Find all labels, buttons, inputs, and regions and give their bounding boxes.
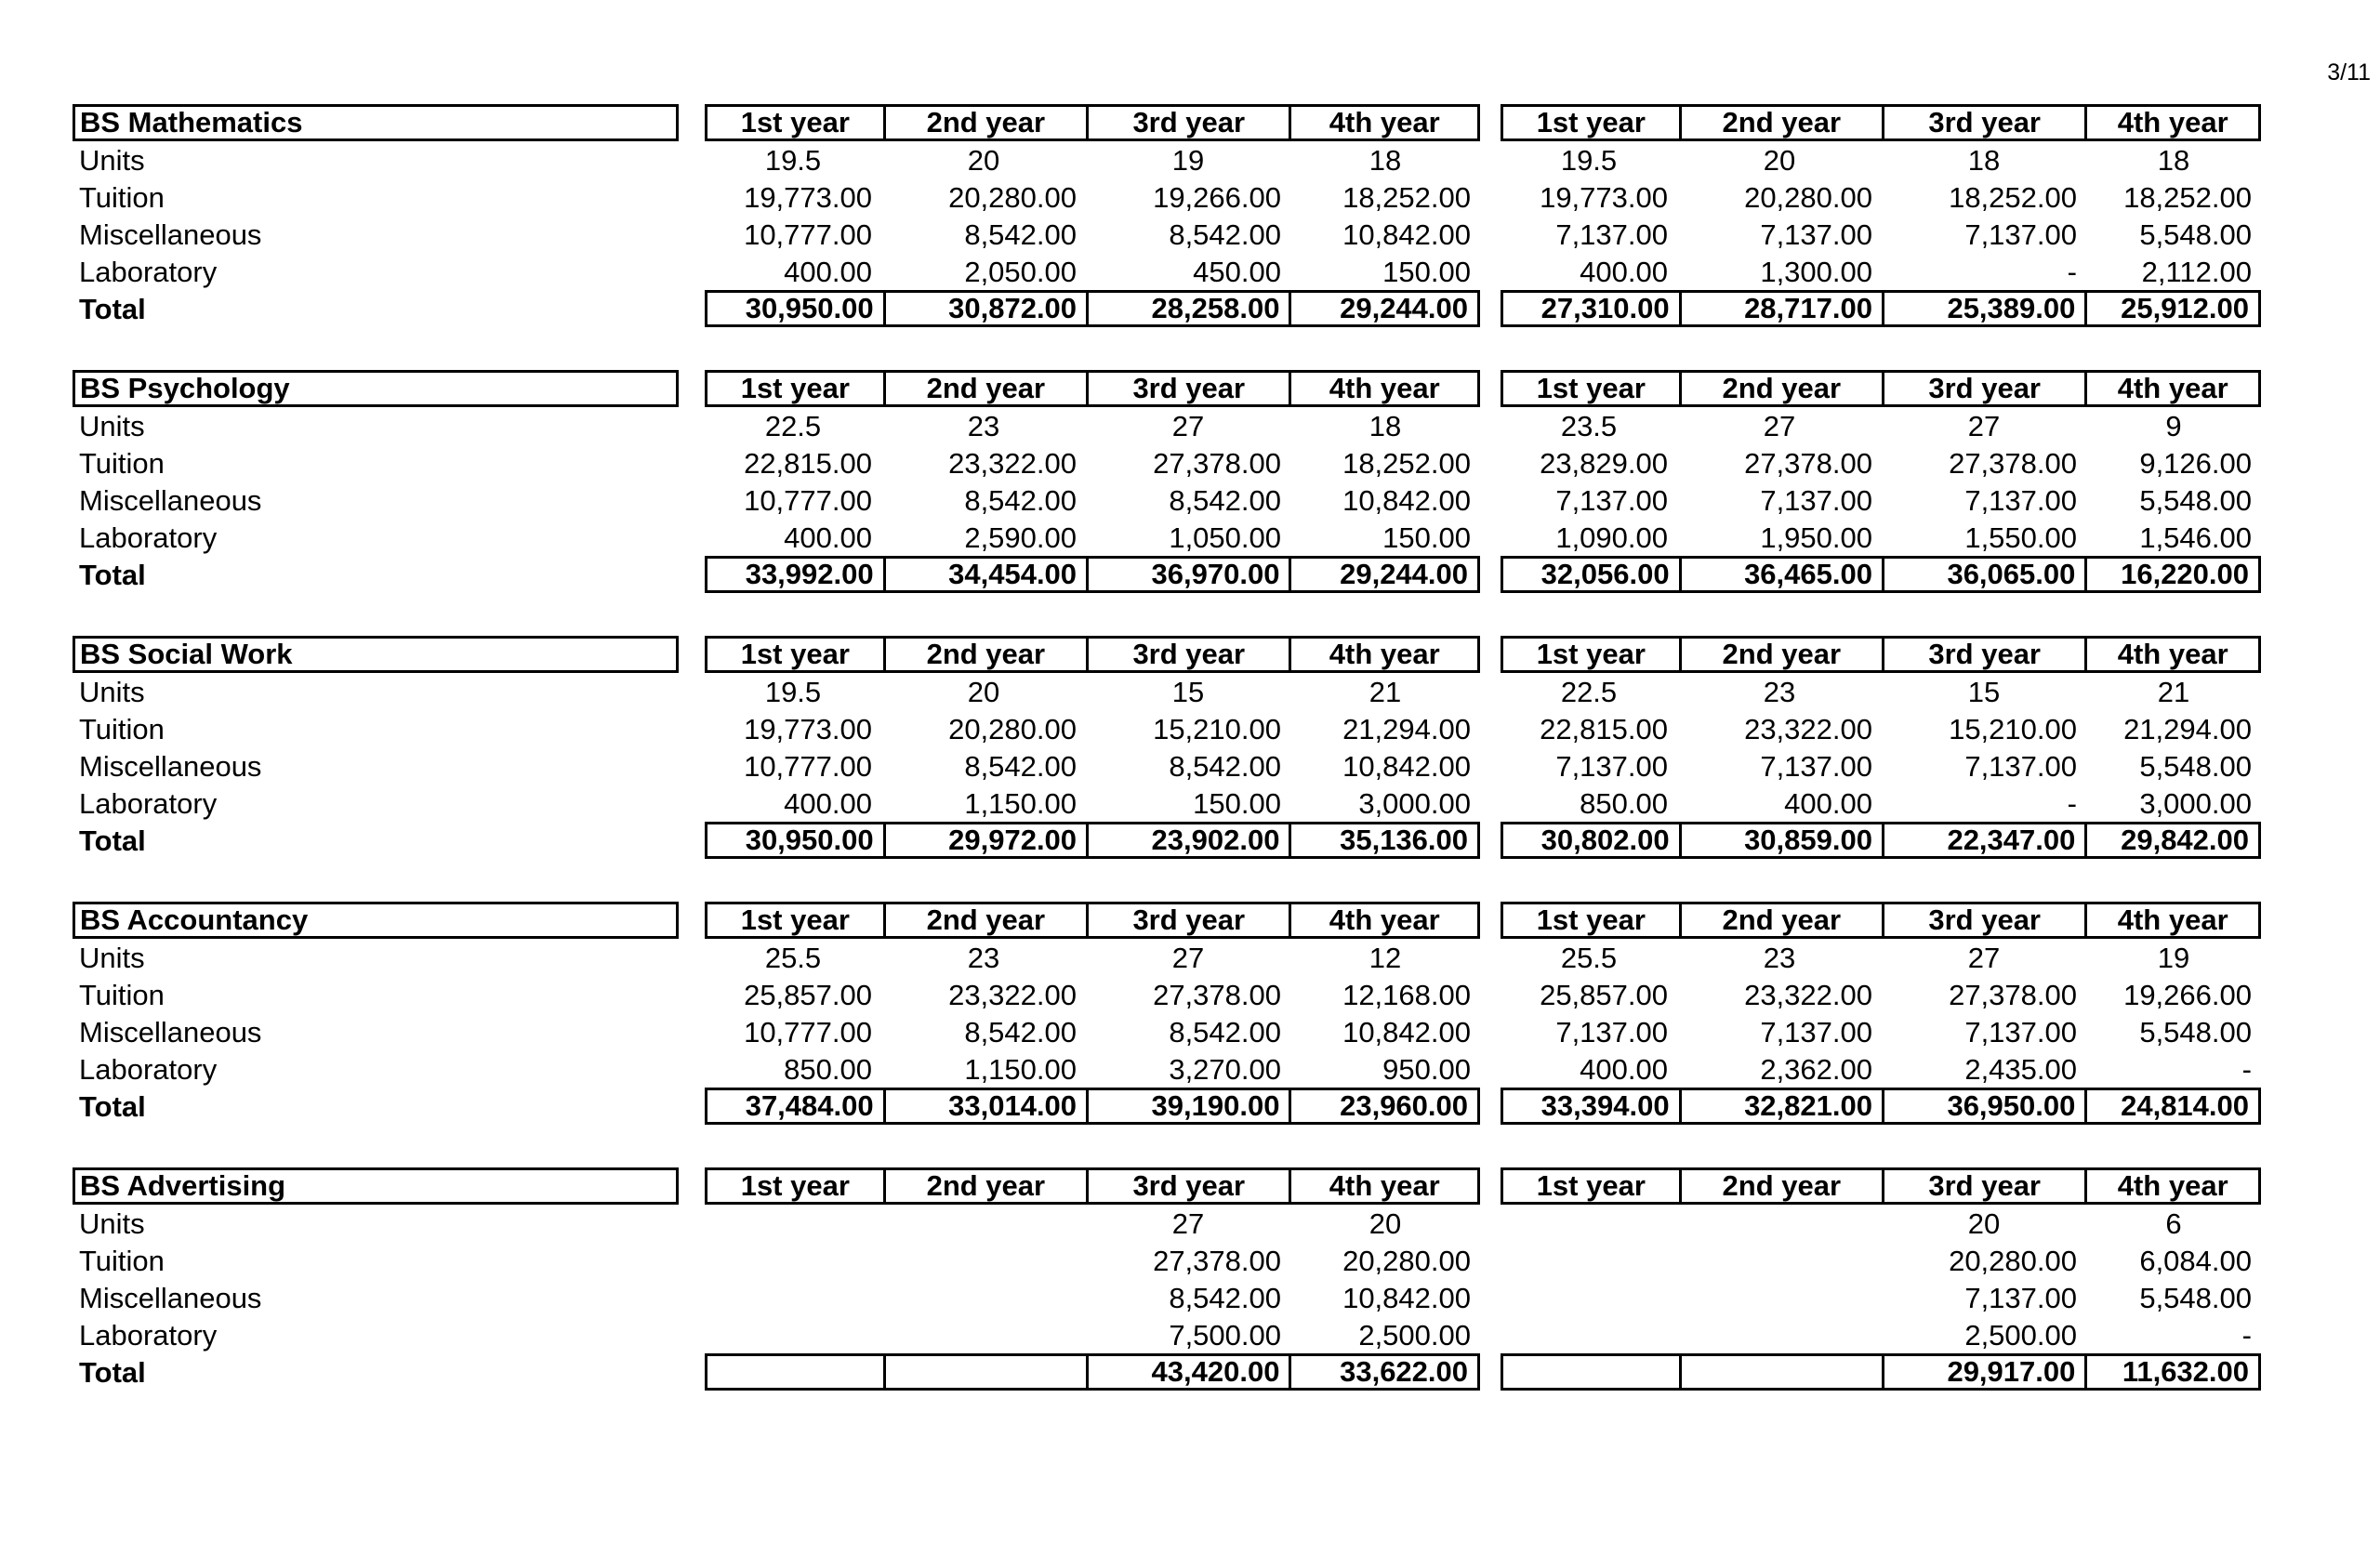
lab-value: 950.00 — [1382, 1053, 1471, 1086]
lab-value: - — [2067, 256, 2077, 288]
tuition-value: 15,210.00 — [1949, 713, 2077, 745]
year-header-group — [1501, 104, 2261, 141]
units-value: 25.5 — [1560, 942, 1618, 974]
units-value: 23 — [1763, 942, 1796, 974]
units-value: 9 — [2165, 410, 2182, 442]
lab-value: 400.00 — [784, 787, 872, 820]
year-header: 1st year — [1536, 373, 1646, 404]
tuition-value: 18,252.00 — [1949, 181, 2077, 214]
year-header-group — [1501, 902, 2261, 939]
row-label-lab: Laboratory — [79, 521, 218, 554]
total-row-group — [705, 1088, 1480, 1125]
misc-value: 7,137.00 — [1555, 1016, 1668, 1048]
year-header: 3rd year — [1882, 1170, 2084, 1202]
lab-value: 2,590.00 — [964, 521, 1077, 554]
misc-value: 10,842.00 — [1342, 484, 1471, 517]
year-header: 4th year — [2084, 107, 2258, 138]
course-section — [0, 104, 2380, 376]
row-label-total: Total — [79, 1356, 146, 1389]
units-value: 27 — [1967, 942, 2001, 974]
row-label-tuition: Tuition — [79, 181, 165, 214]
total-row-group — [705, 1353, 1480, 1391]
units-value: 20 — [1967, 1207, 2001, 1240]
tuition-value: 15,210.00 — [1153, 713, 1281, 745]
units-value: 23 — [967, 942, 1000, 974]
lab-value: - — [2241, 1053, 2252, 1086]
total-value: 33,014.00 — [883, 1090, 1086, 1122]
tuition-value: 27,378.00 — [1153, 447, 1281, 480]
course-title: BS Accountancy — [73, 902, 679, 939]
year-header: 2nd year — [883, 1170, 1086, 1202]
total-row-group — [705, 822, 1480, 859]
tuition-value: 19,266.00 — [1153, 181, 1281, 214]
total-value: 32,056.00 — [1540, 559, 1670, 590]
misc-value: 8,542.00 — [1169, 218, 1281, 251]
total-value: 24,814.00 — [2084, 1090, 2258, 1122]
total-value: 11,632.00 — [2084, 1356, 2258, 1388]
year-header: 4th year — [2084, 904, 2258, 936]
year-header: 4th year — [1289, 373, 1477, 404]
lab-value: 850.00 — [1580, 787, 1668, 820]
misc-value: 10,777.00 — [744, 484, 872, 517]
tuition-value: 20,280.00 — [1949, 1245, 2077, 1277]
units-value: 27 — [1171, 410, 1205, 442]
year-header: 2nd year — [1679, 639, 1882, 670]
tuition-value: 27,378.00 — [1949, 979, 2077, 1011]
units-value: 15 — [1967, 676, 2001, 708]
tuition-value: 23,322.00 — [948, 447, 1077, 480]
row-label-total: Total — [79, 559, 146, 591]
year-header: 2nd year — [1679, 373, 1882, 404]
misc-value: 10,842.00 — [1342, 750, 1471, 783]
row-label-misc: Miscellaneous — [79, 484, 262, 517]
lab-value: 400.00 — [1580, 256, 1668, 288]
misc-value: 5,548.00 — [2139, 218, 2252, 251]
total-value: 30,950.00 — [745, 293, 874, 324]
lab-value: 1,550.00 — [1964, 521, 2077, 554]
units-value: 19.5 — [764, 676, 822, 708]
units-value: 22.5 — [764, 410, 822, 442]
year-header: 3rd year — [1882, 904, 2084, 936]
year-header: 4th year — [2084, 1170, 2258, 1202]
row-label-misc: Miscellaneous — [79, 1282, 262, 1314]
lab-value: 1,546.00 — [2139, 521, 2252, 554]
units-value: 21 — [2157, 676, 2190, 708]
tuition-value: 19,773.00 — [744, 713, 872, 745]
misc-value: 7,137.00 — [1760, 218, 1872, 251]
units-value: 20 — [1763, 144, 1796, 177]
tuition-value: 21,294.00 — [1342, 713, 1471, 745]
lab-value: 3,270.00 — [1169, 1053, 1281, 1086]
row-label-units: Units — [79, 1207, 145, 1240]
misc-value: 7,137.00 — [1760, 484, 1872, 517]
total-value: 37,484.00 — [745, 1090, 874, 1122]
total-value: 23,960.00 — [1289, 1090, 1477, 1122]
lab-value: 400.00 — [784, 256, 872, 288]
lab-value: - — [2241, 1319, 2252, 1352]
total-value: 43,420.00 — [1086, 1356, 1289, 1388]
units-value: 18 — [1967, 144, 2001, 177]
total-value: 28,717.00 — [1679, 293, 1882, 324]
units-value: 27 — [1171, 942, 1205, 974]
row-label-tuition: Tuition — [79, 1245, 165, 1277]
total-row-group — [1501, 822, 2261, 859]
units-value: 19.5 — [764, 144, 822, 177]
units-value: 23 — [1763, 676, 1796, 708]
total-row-group — [705, 556, 1480, 593]
course-title: BS Mathematics — [73, 104, 679, 141]
misc-value: 8,542.00 — [1169, 1282, 1281, 1314]
total-value — [1679, 1356, 1882, 1388]
misc-value: 7,137.00 — [1555, 750, 1668, 783]
row-label-total: Total — [79, 293, 146, 325]
lab-value: 2,112.00 — [2141, 256, 2252, 288]
units-value: 23.5 — [1560, 410, 1618, 442]
tuition-value: 20,280.00 — [948, 713, 1077, 745]
tuition-value: 23,322.00 — [948, 979, 1077, 1011]
total-value: 29,244.00 — [1289, 293, 1477, 324]
total-value: 30,802.00 — [1540, 824, 1670, 856]
units-value: 20 — [1368, 1207, 1402, 1240]
misc-value: 5,548.00 — [2139, 484, 2252, 517]
tuition-value: 18,252.00 — [1342, 447, 1471, 480]
units-value: 23 — [967, 410, 1000, 442]
lab-value: 400.00 — [1580, 1053, 1668, 1086]
year-header: 4th year — [2084, 639, 2258, 670]
misc-value: 7,137.00 — [1964, 484, 2077, 517]
lab-value: 2,500.00 — [1358, 1319, 1471, 1352]
year-header: 3rd year — [1086, 904, 1289, 936]
total-value — [707, 1356, 883, 1388]
units-value: 27 — [1763, 410, 1796, 442]
units-value: 25.5 — [764, 942, 822, 974]
year-header: 2nd year — [1679, 904, 1882, 936]
lab-value: 1,300.00 — [1760, 256, 1872, 288]
year-header-group — [1501, 636, 2261, 673]
year-header: 1st year — [740, 107, 850, 138]
misc-value: 8,542.00 — [964, 750, 1077, 783]
misc-value: 7,137.00 — [1760, 750, 1872, 783]
row-label-lab: Laboratory — [79, 787, 218, 820]
year-header: 2nd year — [883, 373, 1086, 404]
row-label-misc: Miscellaneous — [79, 750, 262, 783]
page-number: 3/11 — [2327, 59, 2371, 86]
lab-value: 150.00 — [1382, 256, 1471, 288]
row-label-tuition: Tuition — [79, 979, 165, 1011]
misc-value: 8,542.00 — [964, 484, 1077, 517]
total-value: 36,970.00 — [1086, 559, 1289, 590]
units-value: 12 — [1368, 942, 1402, 974]
year-header: 3rd year — [1086, 373, 1289, 404]
tuition-value: 22,815.00 — [744, 447, 872, 480]
year-header: 2nd year — [883, 639, 1086, 670]
year-header: 2nd year — [883, 904, 1086, 936]
total-value: 36,065.00 — [1882, 559, 2084, 590]
row-label-misc: Miscellaneous — [79, 218, 262, 251]
year-header: 1st year — [740, 373, 850, 404]
year-header: 1st year — [1536, 107, 1646, 138]
lab-value: 3,000.00 — [2139, 787, 2252, 820]
misc-value: 8,542.00 — [1169, 1016, 1281, 1048]
course-section — [0, 902, 2380, 1173]
lab-value: 1,950.00 — [1760, 521, 1872, 554]
row-label-tuition: Tuition — [79, 447, 165, 480]
tuition-value: 12,168.00 — [1342, 979, 1471, 1011]
total-value: 25,389.00 — [1882, 293, 2084, 324]
year-header-group — [705, 370, 1480, 407]
lab-value: 1,090.00 — [1555, 521, 1668, 554]
tuition-value: 18,252.00 — [2123, 181, 2252, 214]
tuition-value: 20,280.00 — [1744, 181, 1872, 214]
year-header: 4th year — [1289, 1170, 1477, 1202]
year-header: 4th year — [1289, 107, 1477, 138]
year-header-group — [1501, 1167, 2261, 1205]
tuition-value: 6,084.00 — [2139, 1245, 2252, 1277]
units-value: 15 — [1171, 676, 1205, 708]
total-value: 30,950.00 — [745, 824, 874, 856]
row-label-units: Units — [79, 410, 145, 442]
units-value: 27 — [1171, 1207, 1205, 1240]
year-header: 2nd year — [1679, 1170, 1882, 1202]
tuition-value: 27,378.00 — [1744, 447, 1872, 480]
lab-value: 850.00 — [784, 1053, 872, 1086]
tuition-value: 19,266.00 — [2123, 979, 2252, 1011]
total-value: 29,972.00 — [883, 824, 1086, 856]
total-value: 25,912.00 — [2084, 293, 2258, 324]
year-header: 2nd year — [883, 107, 1086, 138]
course-section — [0, 1167, 2380, 1439]
lab-value: 450.00 — [1193, 256, 1281, 288]
lab-value: - — [2067, 787, 2077, 820]
course-title: BS Social Work — [73, 636, 679, 673]
tuition-value: 27,378.00 — [1153, 1245, 1281, 1277]
total-value: 16,220.00 — [2084, 559, 2258, 590]
total-value: 33,394.00 — [1540, 1090, 1670, 1122]
tuition-value: 21,294.00 — [2123, 713, 2252, 745]
units-value: 21 — [1368, 676, 1402, 708]
units-value: 19.5 — [1560, 144, 1618, 177]
total-value — [883, 1356, 1086, 1388]
misc-value: 7,137.00 — [1760, 1016, 1872, 1048]
total-value: 23,902.00 — [1086, 824, 1289, 856]
year-header: 1st year — [740, 904, 850, 936]
total-value: 27,310.00 — [1540, 293, 1670, 324]
total-value: 29,244.00 — [1289, 559, 1477, 590]
total-row-group — [1501, 556, 2261, 593]
year-header: 4th year — [1289, 639, 1477, 670]
tuition-value: 18,252.00 — [1342, 181, 1471, 214]
tuition-value: 20,280.00 — [1342, 1245, 1471, 1277]
year-header-group — [705, 902, 1480, 939]
year-header: 1st year — [740, 639, 850, 670]
misc-value: 5,548.00 — [2139, 1282, 2252, 1314]
misc-value: 8,542.00 — [964, 1016, 1077, 1048]
year-header: 4th year — [2084, 373, 2258, 404]
total-value — [1503, 1356, 1679, 1388]
year-header: 1st year — [1536, 904, 1646, 936]
total-value: 28,258.00 — [1086, 293, 1289, 324]
tuition-value: 25,857.00 — [744, 979, 872, 1011]
tuition-value: 22,815.00 — [1540, 713, 1668, 745]
lab-value: 3,000.00 — [1358, 787, 1471, 820]
tuition-value: 19,773.00 — [744, 181, 872, 214]
year-header: 3rd year — [1086, 639, 1289, 670]
course-section — [0, 370, 2380, 641]
year-header: 3rd year — [1086, 1170, 1289, 1202]
lab-value: 1,150.00 — [964, 787, 1077, 820]
total-value: 33,622.00 — [1289, 1356, 1477, 1388]
total-value: 33,992.00 — [745, 559, 874, 590]
misc-value: 8,542.00 — [964, 218, 1077, 251]
lab-value: 7,500.00 — [1169, 1319, 1281, 1352]
year-header-group — [705, 636, 1480, 673]
misc-value: 7,137.00 — [1964, 1016, 2077, 1048]
lab-value: 2,362.00 — [1760, 1053, 1872, 1086]
lab-value: 2,050.00 — [964, 256, 1077, 288]
tuition-value: 23,322.00 — [1744, 713, 1872, 745]
row-label-units: Units — [79, 144, 145, 177]
units-value: 18 — [1368, 144, 1402, 177]
misc-value: 7,137.00 — [1964, 1282, 2077, 1314]
total-row-group — [705, 290, 1480, 327]
units-value: 18 — [1368, 410, 1402, 442]
year-header-group — [1501, 370, 2261, 407]
course-section — [0, 636, 2380, 907]
lab-value: 400.00 — [1784, 787, 1872, 820]
row-label-tuition: Tuition — [79, 713, 165, 745]
total-row-group — [1501, 290, 2261, 327]
lab-value: 150.00 — [1382, 521, 1471, 554]
tuition-value: 9,126.00 — [2139, 447, 2252, 480]
tuition-value: 25,857.00 — [1540, 979, 1668, 1011]
units-value: 20 — [967, 676, 1000, 708]
total-row-group — [1501, 1353, 2261, 1391]
misc-value: 7,137.00 — [1964, 750, 2077, 783]
units-value: 6 — [2165, 1207, 2182, 1240]
year-header-group — [705, 1167, 1480, 1205]
year-header: 1st year — [1536, 1170, 1646, 1202]
lab-value: 1,050.00 — [1169, 521, 1281, 554]
year-header: 3rd year — [1882, 373, 2084, 404]
lab-value: 400.00 — [784, 521, 872, 554]
row-label-lab: Laboratory — [79, 1319, 218, 1352]
total-value: 22,347.00 — [1882, 824, 2084, 856]
misc-value: 5,548.00 — [2139, 1016, 2252, 1048]
misc-value: 8,542.00 — [1169, 484, 1281, 517]
misc-value: 10,777.00 — [744, 1016, 872, 1048]
course-title: BS Advertising — [73, 1167, 679, 1205]
year-header: 4th year — [1289, 904, 1477, 936]
lab-value: 2,435.00 — [1964, 1053, 2077, 1086]
row-label-units: Units — [79, 676, 145, 708]
total-value: 30,859.00 — [1679, 824, 1882, 856]
misc-value: 10,777.00 — [744, 218, 872, 251]
row-label-total: Total — [79, 1090, 146, 1123]
units-value: 22.5 — [1560, 676, 1618, 708]
misc-value: 8,542.00 — [1169, 750, 1281, 783]
row-label-misc: Miscellaneous — [79, 1016, 262, 1048]
year-header: 1st year — [740, 1170, 850, 1202]
lab-value: 1,150.00 — [964, 1053, 1077, 1086]
lab-value: 2,500.00 — [1964, 1319, 2077, 1352]
tuition-value: 19,773.00 — [1540, 181, 1668, 214]
misc-value: 10,842.00 — [1342, 218, 1471, 251]
year-header: 1st year — [1536, 639, 1646, 670]
row-label-total: Total — [79, 824, 146, 857]
total-value: 35,136.00 — [1289, 824, 1477, 856]
tuition-value: 27,378.00 — [1949, 447, 2077, 480]
year-header: 3rd year — [1086, 107, 1289, 138]
misc-value: 10,777.00 — [744, 750, 872, 783]
total-value: 29,842.00 — [2084, 824, 2258, 856]
misc-value: 5,548.00 — [2139, 750, 2252, 783]
total-value: 34,454.00 — [883, 559, 1086, 590]
row-label-units: Units — [79, 942, 145, 974]
row-label-lab: Laboratory — [79, 256, 218, 288]
units-value: 27 — [1967, 410, 2001, 442]
total-row-group — [1501, 1088, 2261, 1125]
total-value: 30,872.00 — [883, 293, 1086, 324]
row-label-lab: Laboratory — [79, 1053, 218, 1086]
year-header: 3rd year — [1882, 639, 2084, 670]
misc-value: 10,842.00 — [1342, 1016, 1471, 1048]
misc-value: 7,137.00 — [1555, 218, 1668, 251]
misc-value: 10,842.00 — [1342, 1282, 1471, 1314]
tuition-value: 23,322.00 — [1744, 979, 1872, 1011]
year-header-group — [705, 104, 1480, 141]
year-header: 2nd year — [1679, 107, 1882, 138]
year-header: 3rd year — [1882, 107, 2084, 138]
misc-value: 7,137.00 — [1555, 484, 1668, 517]
tuition-value: 20,280.00 — [948, 181, 1077, 214]
units-value: 20 — [967, 144, 1000, 177]
lab-value: 150.00 — [1193, 787, 1281, 820]
total-value: 39,190.00 — [1086, 1090, 1289, 1122]
tuition-value: 23,829.00 — [1540, 447, 1668, 480]
total-value: 29,917.00 — [1882, 1356, 2084, 1388]
total-value: 32,821.00 — [1679, 1090, 1882, 1122]
total-value: 36,950.00 — [1882, 1090, 2084, 1122]
tuition-value: 27,378.00 — [1153, 979, 1281, 1011]
misc-value: 7,137.00 — [1964, 218, 2077, 251]
units-value: 19 — [1171, 144, 1205, 177]
units-value: 18 — [2157, 144, 2190, 177]
units-value: 19 — [2157, 942, 2190, 974]
total-value: 36,465.00 — [1679, 559, 1882, 590]
course-title: BS Psychology — [73, 370, 679, 407]
